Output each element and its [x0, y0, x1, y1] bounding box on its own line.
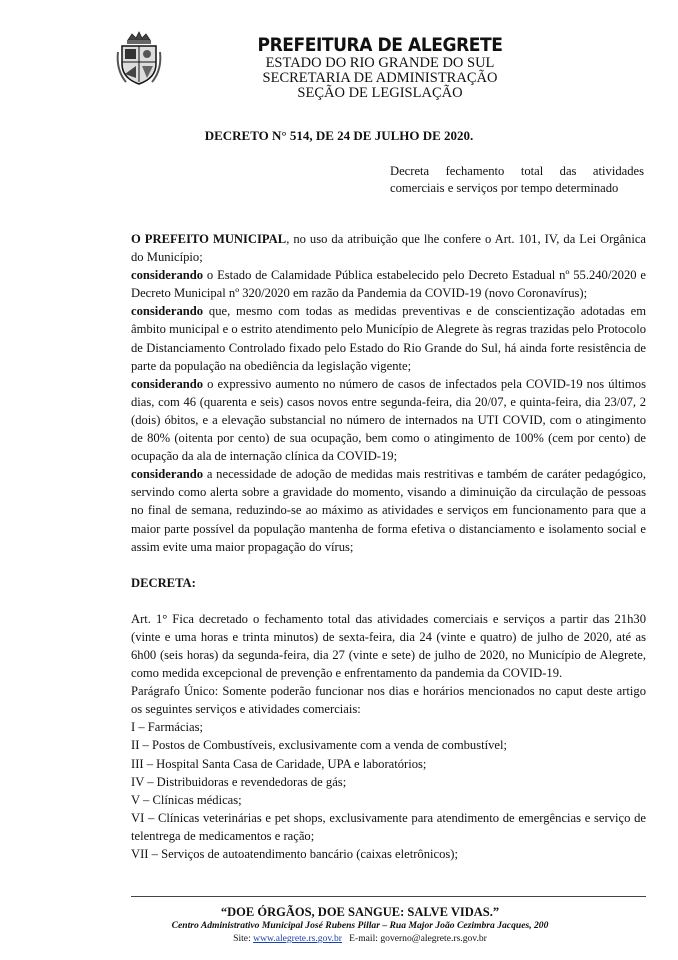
decree-title: DECRETO N° 514, DE 24 DE JULHO DE 2020. — [204, 128, 474, 143]
email-label: E-mail: — [349, 933, 378, 944]
preamble-text: o expressivo aumento no número de casos de infectados pela COVID-19 nos últimos dias, com 46 (quarenta e seis) casos novos entre segunda-feira, dia 20/07, e quinta-feira, dia 23/07, 2 (dois) óbitos, e a elevação substancial no número de internados na UTI COVID, com o atingimento de 80% (oitenta por cento) de sua ocupação, bem como o atingimento de 100% (cem por cento) de ocupação da ala de internação clínica da COVID-19; — [131, 376, 646, 464]
letterhead — [240, 34, 520, 101]
preamble-text: o Estado de Calamidade Pública estabelecido pelo Decreto Estadual nº 55.240/2020 e Decreto Municipal nº 320/2020 em razão da Pandemia da COVID-19 (novo Coronavírus); — [131, 268, 646, 301]
municipal-crest-icon — [116, 30, 162, 88]
preamble-lead: O PREFEITO MUNICIPAL — [131, 232, 287, 246]
letterhead-secretariat: SECRETARIA DE ADMINISTRAÇÃO — [262, 70, 498, 86]
decree-summary: Decreta fechamento total das atividades comerciais e serviços por tempo determinado — [390, 164, 644, 195]
letterhead-state: ESTADO DO RIO GRANDE DO SUL — [265, 55, 495, 71]
letterhead-section: SEÇÃO DE LEGISLAÇÃO — [297, 85, 463, 101]
list-item: VII – Serviços de autoatendimento bancário (caixas eletrônicos); — [131, 847, 458, 861]
preamble-text: a necessidade de adoção de medidas mais restritivas e também de caráter pedagógico, servindo como alerta sobre a gravidade do momento, visando a diminuição da circulação de pessoas no final de semana, reduzindo-se ao máximo as atividades e serviços em funcionamento para que a maior parte possível da população mantenha de forma efetiva o distanciamento e isolamento social e assim evite uma maior propagação do vírus; — [131, 467, 646, 554]
preamble-paragraph — [131, 302, 646, 374]
footer-contact — [100, 932, 620, 945]
preamble-paragraph — [131, 266, 646, 302]
letterhead-title: PREFEITURA DE ALEGRETE — [257, 34, 503, 56]
decree-body — [131, 230, 646, 863]
preamble-lead: considerando — [131, 268, 204, 283]
preamble-lead: considerando — [131, 304, 204, 319]
sole-paragraph: Parágrafo Único: Somente poderão funcionar nos dias e horários mencionados no caput deste artigo os seguintes serviços e atividades comerciais: — [131, 684, 646, 717]
email-address[interactable]: governo@alegrete.rs.gov.br — [380, 933, 487, 944]
preamble-lead: considerando — [131, 467, 204, 482]
list-item: III – Hospital Santa Casa de Caridade, UPA e laboratórios; — [131, 756, 427, 771]
preamble-text: , no uso da atribuição que lhe confere o Art. 101, IV, da Lei Orgânica do Município; — [131, 232, 647, 265]
footer-address: Centro Administrativo Municipal José Rubens Pillar – Rua Major João Cezimbra Jacques, 200 — [171, 920, 549, 931]
list-item: V – Clínicas médicas; — [131, 792, 242, 807]
footer-divider — [131, 896, 646, 897]
site-label: Site: — [233, 933, 251, 944]
preamble-paragraph — [131, 465, 646, 555]
preamble-text: que, mesmo com todas as medidas preventivas e de conscientização adotadas em âmbito municipal e o estrito atendimento pelo Município de Alegrete às regras trazidas pelo Protocolo de Distanciamento Controlado fixado pelo Estado do Rio Grande do Sul, há ainda forte resistência de parte da população na obediência da legislação vigente; — [131, 304, 646, 373]
list-item: IV – Distribuidoras e revendedoras de gás; — [131, 774, 347, 789]
footer-motto: “DOE ÓRGÃOS, DOE SANGUE: SALVE VIDAS.” — [220, 905, 500, 919]
list-item: II – Postos de Combustíveis, exclusivamente com a venda de combustível; — [131, 738, 507, 753]
list-item: VI – Clínicas veterinárias e pet shops, exclusivamente para atendimento de emergências e serviço de telentrega de medicamentos e ração; — [131, 810, 646, 843]
site-link[interactable]: www.alegrete.rs.gov.br — [253, 933, 342, 944]
decreta-heading: DECRETA: — [131, 575, 196, 590]
preamble-paragraph — [131, 230, 646, 266]
preamble-lead: considerando — [131, 376, 204, 391]
footer — [100, 905, 620, 945]
article-1: Art. 1° Fica decretado o fechamento total das atividades comerciais e serviços a partir das 21h30 (vinte e uma horas e trinta minutos) de sexta-feira, dia 24 (vinte e quatro) de julho de 2020, até as 6h00 (seis horas) da segunda-feira, dia 27 (vinte e sete) de julho de 2020, no Município de Alegrete, como medida excepcional de prevenção e enfrentamento da pandemia da COVID-19. — [131, 611, 646, 681]
preamble-paragraph — [131, 375, 646, 465]
list-item: I – Farmácias; — [131, 720, 204, 735]
